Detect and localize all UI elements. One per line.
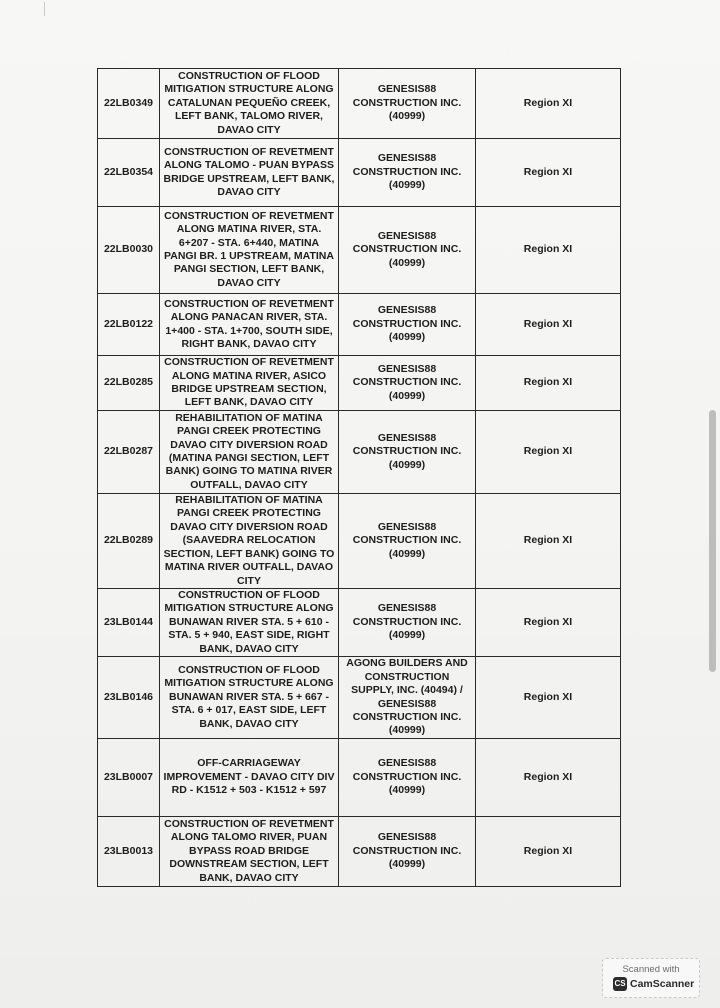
- project-description: CONSTRUCTION OF REVETMENT ALONG MATINA RIVER, STA. 6+207 - STA. 6+440, MATINA PANGI BR. 1 UPSTREAM, MATINA PANGI SECTION, LEFT BANK, DAVAO CITY: [160, 207, 339, 294]
- project-code: 23LB0007: [98, 739, 160, 817]
- project-description: CONSTRUCTION OF REVETMENT ALONG MATINA RIVER, ASICO BRIDGE UPSTREAM SECTION, LEFT BANK, DAVAO CITY: [160, 356, 339, 411]
- project-description: CONSTRUCTION OF FLOOD MITIGATION STRUCTURE ALONG CATALUNAN PEQUEÑO CREEK, LEFT BANK, TALOMO RIVER, DAVAO CITY: [160, 69, 339, 139]
- table-row: [98, 817, 621, 887]
- contractor-name: AGONG BUILDERS AND CONSTRUCTION SUPPLY, INC. (40494) / GENESIS88 CONSTRUCTION INC. (40999): [339, 657, 476, 739]
- project-code: 22LB0289: [98, 494, 160, 589]
- project-code: 23LB0144: [98, 589, 160, 657]
- region-label: Region XI: [476, 494, 621, 589]
- project-description: OFF-CARRIAGEWAY IMPROVEMENT - DAVAO CITY DIV RD - K1512 + 503 - K1512 + 597: [160, 739, 339, 817]
- table-row: [98, 739, 621, 817]
- project-code: 22LB0030: [98, 207, 160, 294]
- project-code: 22LB0287: [98, 411, 160, 494]
- region-label: Region XI: [476, 817, 621, 887]
- table-row: [98, 294, 621, 356]
- project-description: CONSTRUCTION OF FLOOD MITIGATION STRUCTURE ALONG BUNAWAN RIVER STA. 5 + 610 - STA. 5 + 940, EAST SIDE, RIGHT BANK, DAVAO CITY: [160, 589, 339, 657]
- table-row: [98, 207, 621, 294]
- project-code: 23LB0013: [98, 817, 160, 887]
- contractor-name: GENESIS88 CONSTRUCTION INC. (40999): [339, 294, 476, 356]
- region-label: Region XI: [476, 411, 621, 494]
- table-row: [98, 69, 621, 139]
- camscanner-brand: [613, 977, 694, 991]
- table-row: [98, 657, 621, 739]
- project-code: 23LB0146: [98, 657, 160, 739]
- project-description: REHABILITATION OF MATINA PANGI CREEK PROTECTING DAVAO CITY DIVERSION ROAD (SAAVEDRA RELOCATION SECTION, LEFT BANK) GOING TO MATINA RIVER OUTFALL, DAVAO CITY: [160, 494, 339, 589]
- camscanner-logo-icon: CS: [613, 977, 627, 991]
- project-description: CONSTRUCTION OF REVETMENT ALONG TALOMO RIVER, PUAN BYPASS ROAD BRIDGE DOWNSTREAM SECTION, LEFT BANK, DAVAO CITY: [160, 817, 339, 887]
- table-row: [98, 494, 621, 589]
- scan-edge-mark: [44, 2, 45, 16]
- scanned-with-text: Scanned with: [622, 964, 680, 975]
- project-description: REHABILITATION OF MATINA PANGI CREEK PROTECTING DAVAO CITY DIVERSION ROAD (MATINA PANGI SECTION, LEFT BANK) GOING TO MATINA RIVER OUTFALL, DAVAO CITY: [160, 411, 339, 494]
- camscanner-name: CamScanner: [630, 978, 695, 990]
- project-code: 22LB0349: [98, 69, 160, 139]
- contractor-name: GENESIS88 CONSTRUCTION INC. (40999): [339, 739, 476, 817]
- contractor-name: GENESIS88 CONSTRUCTION INC. (40999): [339, 817, 476, 887]
- table-row: [98, 139, 621, 207]
- projects-table: [97, 68, 621, 887]
- project-code: 22LB0122: [98, 294, 160, 356]
- contractor-name: GENESIS88 CONSTRUCTION INC. (40999): [339, 356, 476, 411]
- contractor-name: GENESIS88 CONSTRUCTION INC. (40999): [339, 411, 476, 494]
- project-code: 22LB0285: [98, 356, 160, 411]
- contractor-name: GENESIS88 CONSTRUCTION INC. (40999): [339, 589, 476, 657]
- region-label: Region XI: [476, 589, 621, 657]
- region-label: Region XI: [476, 739, 621, 817]
- region-label: Region XI: [476, 294, 621, 356]
- contractor-name: GENESIS88 CONSTRUCTION INC. (40999): [339, 494, 476, 589]
- contractor-name: GENESIS88 CONSTRUCTION INC. (40999): [339, 139, 476, 207]
- region-label: Region XI: [476, 69, 621, 139]
- region-label: Region XI: [476, 139, 621, 207]
- region-label: Region XI: [476, 657, 621, 739]
- contractor-name: GENESIS88 CONSTRUCTION INC. (40999): [339, 207, 476, 294]
- region-label: Region XI: [476, 207, 621, 294]
- region-label: Region XI: [476, 356, 621, 411]
- project-code: 22LB0354: [98, 139, 160, 207]
- project-description: CONSTRUCTION OF FLOOD MITIGATION STRUCTURE ALONG BUNAWAN RIVER STA. 5 + 667 - STA. 6 + 017, EAST SIDE, LEFT BANK, DAVAO CITY: [160, 657, 339, 739]
- vertical-scrollbar[interactable]: [709, 410, 716, 672]
- project-description: CONSTRUCTION OF REVETMENT ALONG TALOMO - PUAN BYPASS BRIDGE UPSTREAM, LEFT BANK, DAVAO CITY: [160, 139, 339, 207]
- table-row: [98, 411, 621, 494]
- table-row: [98, 589, 621, 657]
- camscanner-watermark: [602, 958, 700, 998]
- project-description: CONSTRUCTION OF REVETMENT ALONG PANACAN RIVER, STA. 1+400 - STA. 1+700, SOUTH SIDE, RIGHT BANK, DAVAO CITY: [160, 294, 339, 356]
- contractor-name: GENESIS88 CONSTRUCTION INC. (40999): [339, 69, 476, 139]
- table-row: [98, 356, 621, 411]
